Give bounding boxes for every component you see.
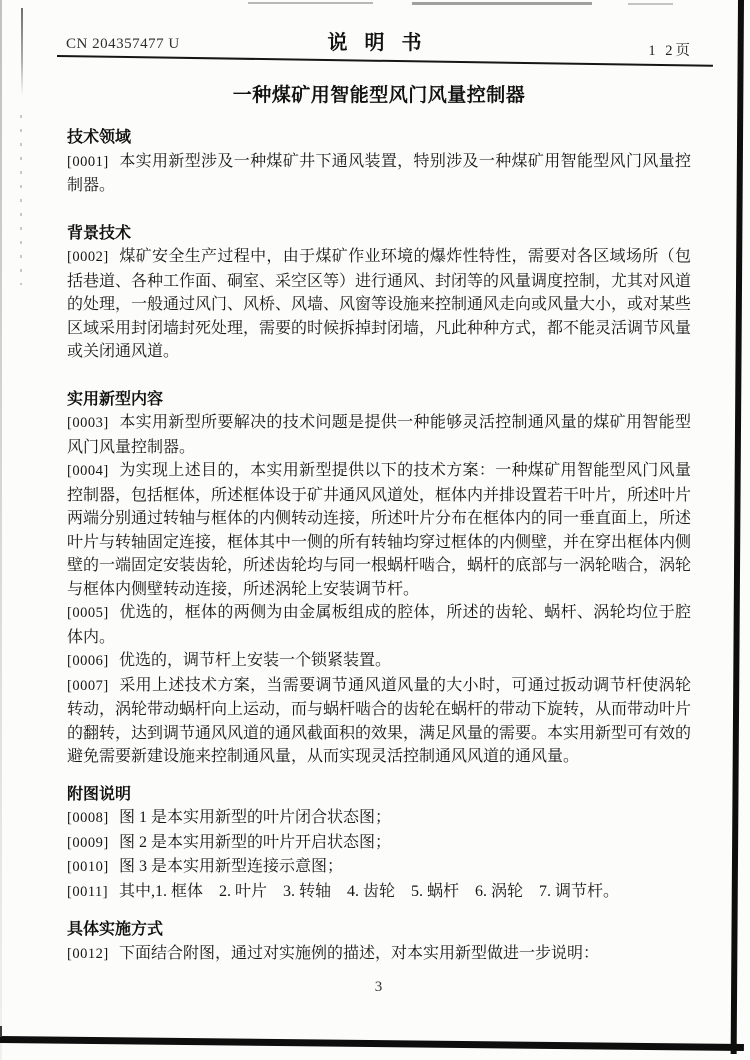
paragraph-text: 图 2 是本实用新型的叶片开启状态图； <box>119 833 392 851</box>
paragraph-text: 优选的，调节杆上安装一个锁紧装置。 <box>119 652 392 669</box>
scan-bottom-bar <box>0 1036 744 1051</box>
scan-top-mark <box>628 3 673 5</box>
section-background-art <box>67 222 691 364</box>
paragraph-text: 本实用新型所要解决的技术问题是提供一种能够灵活控制通风量的煤矿用智能型风门风量控制器。 <box>67 414 691 456</box>
document-type-title: 说明书 <box>327 32 439 54</box>
paragraph-0009 <box>67 831 691 856</box>
paragraph-0006 <box>67 649 691 674</box>
paragraph-text: 下面结合附图，通过对实施例的描述，对本实用新型做进一步说明： <box>119 944 600 962</box>
page-header <box>0 26 750 58</box>
paragraph-number: [0001] <box>67 153 109 170</box>
paragraph-number: [0006] <box>67 653 109 669</box>
paragraph-text: 其中,1. 框体 2. 叶片 3. 转轴 4. 齿轮 5. 蜗杆 6. 涡轮 7. 调节杆。 <box>119 882 620 900</box>
document-number: CN 204357477 U <box>66 36 180 52</box>
section-technical-field <box>67 126 691 198</box>
paragraph-text: 优选的，框体的两侧为由金属板组成的腔体，所述的齿轮、蜗杆、涡轮均位于腔体内。 <box>67 604 691 646</box>
paragraph-number: [0004] <box>67 463 109 479</box>
paragraph-0001 <box>67 150 691 198</box>
document-body <box>67 84 691 996</box>
scan-scratch-dots <box>20 115 22 285</box>
paragraph-text: 为实现上述目的，本实用新型提供以下的技术方案：一种煤矿用智能型风门风量控制器，包括框体，所述框体设于矿井通风风道处，框体内并排设置若干叶片，所述叶片两端分别通过转轴与框体的内侧转动连接，所述叶片分布在框体内的同一垂直面上，所述叶片与转轴固定连接，框体其中一侧的所有转轴均穿过框体的内侧壁，并在穿出框体内侧壁的一端固定安装齿轮，所述齿轮均与同一根蜗杆啮合，蜗杆的底部与一涡轮啮合，涡轮与框体内侧壁转动连接，所述涡轮上安装调节杆。 <box>67 462 692 598</box>
paragraph-text: 本实用新型涉及一种煤矿井下通风装置，特别涉及一种煤矿用智能型风门风量控制器。 <box>67 152 691 194</box>
scan-right-border-bar <box>731 0 744 1054</box>
page-number: 3 <box>374 979 384 995</box>
paragraph-0004 <box>67 459 691 601</box>
paragraph-0005 <box>67 601 691 649</box>
paragraph-0007 <box>67 674 691 769</box>
scan-left-edge-shade <box>0 0 2 1060</box>
paragraph-number: [0012] <box>67 945 109 962</box>
scan-top-mark <box>412 2 592 5</box>
paragraph-0003 <box>67 411 691 459</box>
section-figure-description <box>67 783 691 905</box>
paragraph-number: [0011] <box>67 883 109 900</box>
paragraph-text: 采用上述技术方案，当需要调节通风道风量的大小时，可通过扳动调节杆使涡轮转动，涡轮带动蜗杆向上运动，而与蜗杆啮合的齿轮在蜗杆的带动下旋转，从而带动叶片的翻转，达到调节通风风道的通风截面积的效果，满足风量的需要。本实用新型可有效的避免需要新建设施来控制通风量，从而实现灵活控制通风风道的通风量。 <box>67 676 692 765</box>
heading-background-art: 背景技术 <box>67 224 132 242</box>
heading-utility-model-content: 实用新型内容 <box>67 390 164 408</box>
scan-top-mark <box>248 2 373 4</box>
page-marker: 1 2页 <box>648 43 693 59</box>
paragraph-0012 <box>67 942 691 967</box>
paragraph-text: 煤矿安全生产过程中，由于煤矿作业环境的爆炸性特性，需要对各区域场所（包括巷道、各种工作面、硐室、采空区等）进行通风、封闭等的风量调度控制，尤其对风道的处理，一般通过风门、风桥、风墙、风窗等设施来控制通风走向或风量大小，或对某些区域采用封闭墙封死处理，需要的时候拆掉封闭墙，凡此种种方式，都不能灵活调节风量或关闭通风道。 <box>67 248 692 360</box>
paragraph-number: [0010] <box>67 859 109 875</box>
paragraph-number: [0005] <box>67 605 109 621</box>
paragraph-number: [0009] <box>67 834 109 851</box>
paragraph-text: 图 3 是本实用新型连接示意图； <box>119 858 344 875</box>
paragraph-0002 <box>67 245 691 364</box>
scan-corner-tick <box>0 1026 2 1037</box>
paragraph-number: [0007] <box>67 677 109 694</box>
paragraph-number: [0008] <box>67 810 109 826</box>
heading-technical-field: 技术领域 <box>67 129 132 146</box>
paragraph-0011 <box>67 880 691 905</box>
paragraph-number: [0002] <box>67 249 109 265</box>
heading-figure-description: 附图说明 <box>67 785 132 803</box>
heading-embodiments: 具体实施方式 <box>67 921 164 938</box>
paragraph-0010 <box>67 855 691 880</box>
paragraph-text: 图 1 是本实用新型的叶片闭合状态图； <box>119 809 392 826</box>
paragraph-number: [0003] <box>67 415 109 431</box>
section-embodiments <box>67 918 691 966</box>
paragraph-0008 <box>67 806 691 831</box>
section-utility-model-content <box>67 388 691 769</box>
invention-title: 一种煤矿用智能型风门风量控制器 <box>232 85 526 106</box>
